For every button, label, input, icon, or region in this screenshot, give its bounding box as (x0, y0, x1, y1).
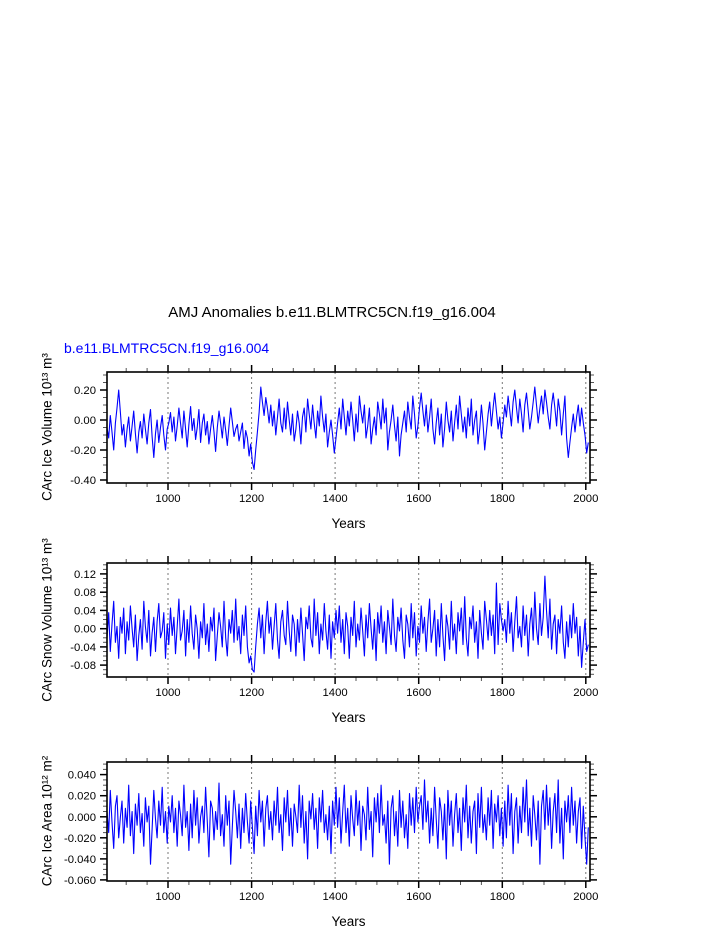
svg-text:1400: 1400 (322, 493, 348, 505)
svg-text:-0.08: -0.08 (70, 660, 96, 673)
svg-text:0.04: 0.04 (74, 605, 96, 618)
svg-text:1000: 1000 (155, 891, 181, 903)
y-axis-label-ice-area: CArc Ice Area 10¹² m² (39, 755, 55, 887)
svg-text:0.00: 0.00 (74, 415, 96, 427)
carc-snow-volume-chart-line (107, 576, 588, 672)
svg-text:0.20: 0.20 (74, 385, 96, 397)
svg-text:2000: 2000 (573, 493, 599, 505)
svg-text:-0.040: -0.040 (63, 853, 96, 866)
carc-ice-volume-chart-line (107, 387, 588, 470)
svg-text:0.08: 0.08 (74, 587, 96, 600)
svg-text:-0.020: -0.020 (63, 832, 96, 845)
svg-text:0.00: 0.00 (74, 623, 96, 636)
svg-text:0.020: 0.020 (67, 790, 96, 803)
svg-text:1800: 1800 (489, 891, 515, 903)
svg-text:1600: 1600 (406, 687, 432, 699)
svg-text:-0.40: -0.40 (70, 475, 96, 487)
svg-text:0.12: 0.12 (74, 568, 96, 581)
svg-text:1400: 1400 (322, 687, 348, 699)
svg-text:2000: 2000 (573, 891, 599, 903)
y-axis-label-snow-volume: CArc Snow Volume 10¹³ m³ (39, 538, 55, 702)
x-axis-label-years-middle: Years (331, 710, 366, 725)
legend-label: b.e11.BLMTRC5CN.f19_g16.004 (64, 340, 270, 356)
svg-text:1800: 1800 (489, 687, 515, 699)
x-axis-label-years-bottom: Years (331, 914, 366, 929)
svg-text:1200: 1200 (239, 891, 265, 903)
svg-text:-0.04: -0.04 (70, 641, 96, 654)
y-axis-label-ice-volume: CArc Ice Volume 10¹³ m³ (39, 353, 55, 501)
svg-text:0.000: 0.000 (67, 811, 96, 824)
carc-snow-volume-chart (70, 556, 598, 699)
svg-text:1800: 1800 (489, 493, 515, 505)
figure-title: AMJ Anomalies b.e11.BLMTRC5CN.f19_g16.004 (168, 304, 496, 321)
carc-ice-area-chart-line (107, 780, 588, 864)
svg-text:-0.20: -0.20 (70, 445, 96, 457)
svg-text:0.040: 0.040 (67, 769, 96, 782)
svg-text:-0.060: -0.060 (63, 874, 96, 887)
svg-text:1600: 1600 (406, 493, 432, 505)
svg-text:1200: 1200 (239, 687, 265, 699)
x-axis-label-years-top: Years (331, 516, 366, 531)
svg-text:1000: 1000 (155, 687, 181, 699)
svg-text:1200: 1200 (239, 493, 265, 505)
svg-text:1600: 1600 (406, 891, 432, 903)
svg-text:1000: 1000 (155, 493, 181, 505)
carc-ice-volume-chart (70, 365, 598, 505)
svg-text:2000: 2000 (573, 687, 599, 699)
svg-text:1400: 1400 (322, 891, 348, 903)
carc-ice-area-chart (64, 755, 598, 903)
